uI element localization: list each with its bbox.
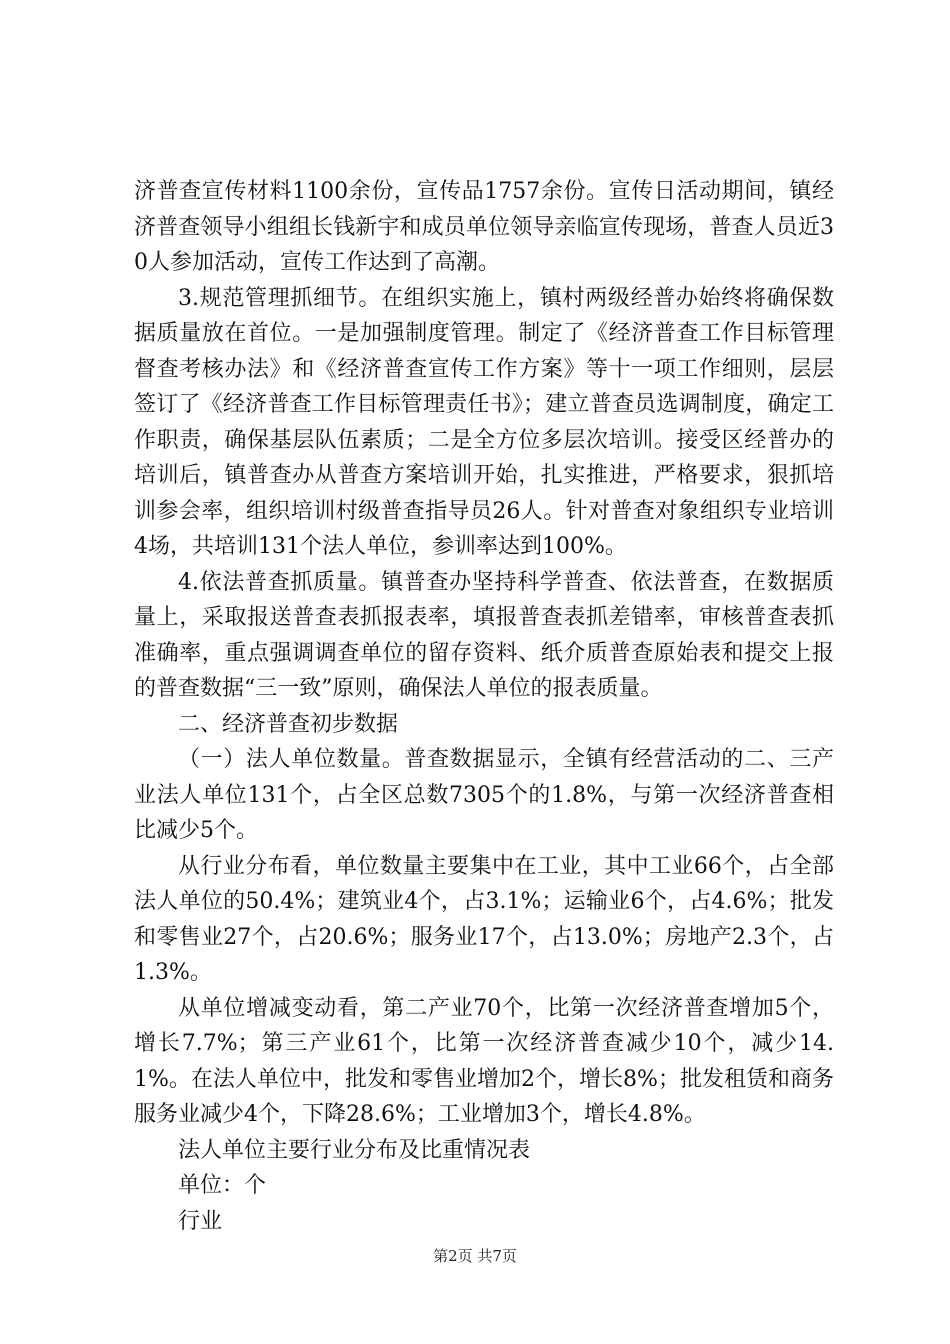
- page-number-footer: 第2页 共7页: [433, 1247, 517, 1265]
- document-body: [134, 174, 834, 1239]
- paragraph-legal-entity-count: （一）法人单位数量。普查数据显示，全镇有经营活动的二、三产业法人单位131个，占全区总数7305个的1.8%，与第一次经济普查相比减少5个。: [134, 747, 834, 843]
- section-heading-preliminary-data: 二、经济普查初步数据: [178, 711, 399, 737]
- paragraph-unit-changes: 从单位增减变动看，第二产业70个，比第一次经济普查增加5个，增长7.7%；第三产业61个，比第一次经济普查减少10个，减少14.1%。在法人单位中，批发和零售业增加2个，增长8%；批发租赁和商务服务业减少4个，下降28.6%；工业增加3个，增长4.8%。: [134, 995, 834, 1127]
- paragraph-publicity-continued: 济普查宣传材料1100余份，宣传品1757余份。宣传日活动期间，镇经济普查领导小组组长钱新宇和成员单位领导亲临宣传现场，普查人员近30人参加活动，宣传工作达到了高潮。: [134, 179, 834, 275]
- paragraph-industry-distribution: 从行业分布看，单位数量主要集中在工业，其中工业66个，占全部法人单位的50.4%；建筑业4个，占3.1%；运输业6个，占4.6%；批发和零售业27个，占20.6%；服务业17个，占13.0%；房地产2.3个，占1.3%。: [134, 853, 834, 985]
- paragraph-census-quality: 4.依法普查抓质量。镇普查办坚持科学普查、依法普查，在数据质量上，采取报送普查表抓报表率，填报普查表抓差错率，审核普查表抓准确率，重点强调调查单位的留存资料、纸介质普查原始表和提交上报的普查数据“三一致”原则，确保法人单位的报表质量。: [134, 569, 834, 701]
- table-title: 法人单位主要行业分布及比重情况表: [178, 1137, 531, 1163]
- table-column-industry: 行业: [178, 1208, 223, 1234]
- table-unit-label: 单位：个: [178, 1173, 267, 1198]
- paragraph-management-details: 3.规范管理抓细节。在组织实施上，镇村两级经普办始终将确保数据质量放在首位。一是加强制度管理。制定了《经济普查工作目标管理督查考核办法》和《经济普查宣传工作方案》等十一项工作细则，层层签订了《经济普查工作目标管理责任书》；建立普查员选调制度，确定工作职责，确保基层队伍素质；二是全方位多层次培训。接受区经普办的培训后，镇普查办从普查方案培训开始，扎实推进，严格要求，狠抓培训参会率，组织培训村级普查指导员26人。针对普查对象组织专业培训4场，共培训131个法人单位，参训率达到100%。: [134, 285, 834, 559]
